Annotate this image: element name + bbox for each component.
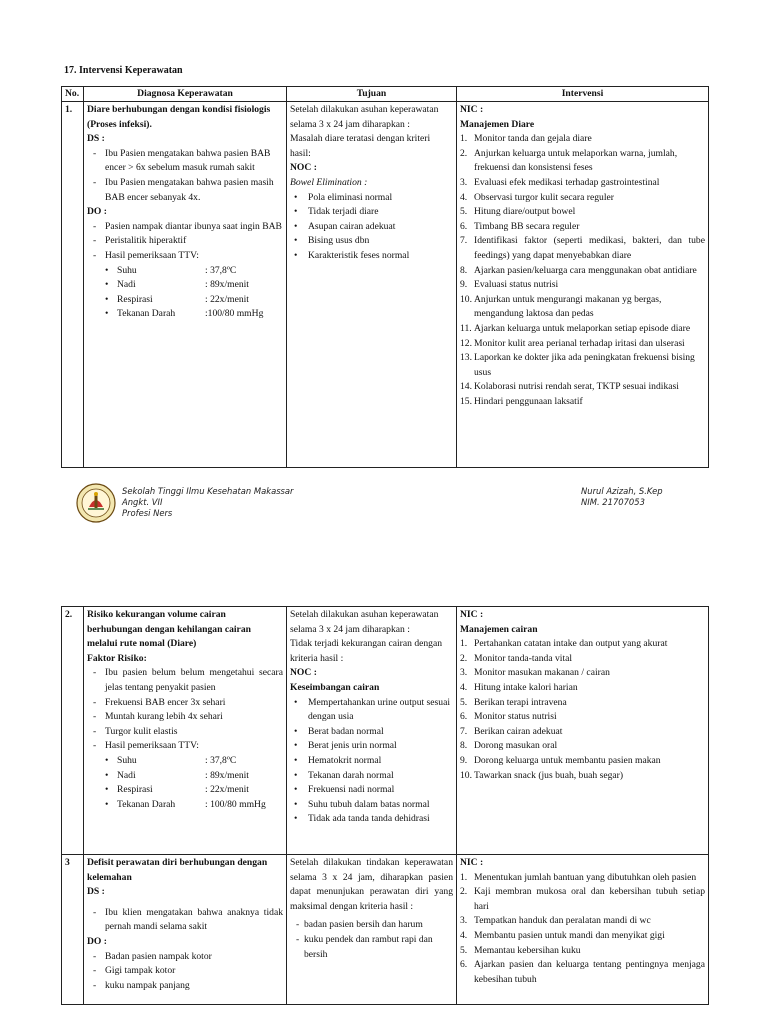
list-item: 10. Tawarkan snack (jus buah, buah segar)	[460, 769, 624, 781]
list-item: 13. Laporkan ke dokter jika ada peningkatan frekuensi bising usus	[460, 352, 695, 378]
row3-do-label: DO :	[87, 935, 107, 947]
row3-intervensi	[457, 855, 709, 1005]
list-item: • Bising usus dbn	[290, 234, 453, 249]
school-logo-icon	[76, 483, 116, 523]
header-no: No.	[62, 87, 84, 102]
row1-tujuan	[287, 102, 457, 468]
list-item: • Suhu tubuh dalam batas normal	[290, 798, 453, 813]
list-item: 10. Anjurkan untuk mengurangi makanan yg bergas, mengandung laktosa dan pedas	[460, 293, 662, 320]
row2-nic-label: NIC :	[460, 609, 484, 620]
footer-school: Sekolah Tinggi Ilmu Kesehatan Makassar Angkt. VII Profesi Ners	[122, 486, 294, 518]
list-item: - badan pasien bersih dan harum	[290, 918, 453, 933]
header-diagnosa: Diagnosa Keperawatan	[84, 87, 287, 102]
list-item: - Ibu pasien belum belum mengetahui secara jelas tentang penyakit pasien	[87, 666, 283, 695]
list-item: 15. Hindari penggunaan laksatif	[460, 395, 583, 407]
list-item: 6. Timbang BB secara reguler	[460, 220, 580, 232]
row1-diagnosa	[84, 102, 287, 468]
list-item: 7. Berikan cairan adekuat	[460, 725, 563, 737]
row2-tujuan-text: Setelah dilakukan asuhan keperawatan selama 3 x 24 jam diharapkan :	[290, 609, 439, 635]
intervention-table-1	[61, 86, 709, 468]
list-item: 3. Evaluasi efek medikasi terhadap gastrointestinal	[460, 176, 660, 188]
ttv-item: • Respirasi : 22x/menit	[87, 293, 283, 308]
row2-tujuan-text2: Tidak terjadi kekurangan cairan dengan kriteria hasil :	[290, 638, 443, 664]
list-item: - Badan pasien nampak kotor	[87, 950, 283, 965]
list-item: 6. Ajarkan pasien dan keluarga tentang pentingnya menjaga kebesihan tubuh	[460, 959, 705, 985]
row2-intervensi	[457, 607, 709, 855]
row3-tujuan-text: Setelah dilakukan tindakan keperawatan selama 3 x 24 jam, diharapkan pasien dapat menunjukan perawatan diri yang maksimal dengan kriteria hasil :	[290, 857, 453, 912]
list-item: - Pasien nampak diantar ibunya saat ingin BAB	[87, 220, 283, 235]
list-item: 7. Identifikasi faktor (seperti medikasi, bakteri, dan tube feedings) yang dapat menyebabkan diare	[460, 235, 705, 261]
list-item: • Berat badan normal	[290, 725, 453, 740]
row1-diagnosa-title: Diare berhubungan dengan kondisi fisiologis (Proses infeksi).	[87, 104, 271, 130]
list-item: • Pola eliminasi normal	[290, 191, 453, 206]
list-item: - Ibu Pasien mengatakan bahwa pasien masih BAB encer sebanyak 4x.	[87, 176, 283, 205]
list-item: 1. Menentukan jumlah bantuan yang dibutuhkan oleh pasien	[460, 871, 697, 883]
list-item: - Ibu Pasien mengatakan bahwa pasien BAB encer > 6x sebelum masuk rumah sakit	[87, 147, 283, 176]
row2-tujuan	[287, 607, 457, 855]
row2-faktor-label: Faktor Risiko:	[87, 652, 147, 664]
row1-nic-label: NIC :	[460, 104, 484, 115]
list-item: - kuku nampak panjang	[87, 979, 283, 994]
list-item: • Hematokrit normal	[290, 754, 453, 769]
list-item: - kuku pendek dan rambut rapi dan bersih	[290, 933, 453, 962]
footer-author: Nurul Azizah, S.Kep NIM. 21707053	[581, 486, 663, 507]
list-item: 5. Hitung diare/output bowel	[460, 206, 576, 218]
header-tujuan: Tujuan	[287, 87, 457, 102]
list-item: 4. Observasi turgor kulit secara reguler	[460, 191, 614, 203]
row1-do-label: DO :	[87, 206, 107, 218]
ttv-item: • Nadi : 89x/menit	[87, 769, 283, 784]
ttv-item: • Tekanan Darah :100/80 mmHg	[87, 307, 283, 322]
list-item: 6. Monitor status nutrisi	[460, 711, 557, 723]
row1-noc-title: Bowel Elimination :	[290, 176, 368, 188]
list-item: • Tekanan darah normal	[290, 769, 453, 784]
list-item: - Hasil pemeriksaan TTV:	[87, 739, 283, 754]
row3-diagnosa-title: Defisit perawatan diri berhubungan dengan kelemahan	[87, 857, 268, 883]
list-item: • Berat jenis urin normal	[290, 739, 453, 754]
row1-intervensi	[457, 102, 709, 468]
header-intervensi: Intervensi	[457, 87, 709, 102]
list-item: 9. Dorong keluarga untuk membantu pasien makan	[460, 754, 661, 766]
list-item: • Frekuensi nadi normal	[290, 783, 453, 798]
list-item: 5. Berikan terapi intravena	[460, 696, 567, 708]
list-item: 4. Membantu pasien untuk mandi dan menyikat gigi	[460, 929, 665, 941]
list-item: 5. Memantau kebersihan kuku	[460, 944, 581, 956]
row3-no: 3	[62, 855, 84, 1005]
row2-diagnosa-title: Risiko kekurangan volume cairan berhubungan dengan kehilangan cairan melalui rute nomal (Diare)	[87, 609, 251, 650]
list-item: 14. Kolaborasi nutrisi rendah serat, TKTP sesuai indikasi	[460, 381, 679, 393]
row3-nic-label: NIC :	[460, 857, 484, 868]
list-item: • Tidak ada tanda tanda dehidrasi	[290, 812, 453, 827]
list-item: - Muntah kurang lebih 4x sehari	[87, 710, 283, 725]
table-row-3	[62, 855, 709, 1005]
section-title: 17. Intervensi Keperawatan	[64, 65, 183, 76]
intervention-table-2	[61, 606, 709, 1005]
list-item: 1. Monitor tanda dan gejala diare	[460, 133, 592, 145]
list-item: 3. Tempatkan handuk dan peralatan mandi di wc	[460, 915, 651, 927]
list-item: 2. Anjurkan keluarga untuk melaporkan warna, jumlah, frekuensi dan konsistensi feses	[460, 147, 678, 174]
list-item: 4. Hitung intake kalori harian	[460, 681, 578, 693]
list-item: - Frekuensi BAB encer 3x sehari	[87, 696, 283, 711]
row2-noc-title: Keseimbangan cairan	[290, 681, 380, 693]
list-item: • Asupan cairan adekuat	[290, 220, 453, 235]
table-row-1	[62, 102, 709, 468]
row1-ds-label: DS :	[87, 133, 105, 145]
row2-nic-title: Manajemen cairan	[460, 623, 538, 635]
row1-tujuan-text2: Masalah diare teratasi dengan kriteri hasil:	[290, 133, 431, 159]
ttv-item: • Respirasi : 22x/menit	[87, 783, 283, 798]
row1-no: 1.	[62, 102, 84, 468]
list-item: 12. Monitor kulit area perianal terhadap iritasi dan ulserasi	[460, 337, 685, 349]
row2-no: 2.	[62, 607, 84, 855]
list-item: 2. Monitor tanda-tanda vital	[460, 652, 573, 664]
list-item: 11. Ajarkan keluarga untuk melaporkan setiap episode diare	[460, 322, 691, 334]
row3-ds-label: DS :	[87, 886, 105, 898]
row1-tujuan-text: Setelah dilakukan asuhan keperawatan selama 3 x 24 jam diharapkan :	[290, 104, 439, 130]
list-item: 8. Dorong masukan oral	[460, 740, 558, 752]
list-item: 3. Monitor masukan makanan / cairan	[460, 667, 610, 679]
row2-noc-label: NOC :	[290, 667, 317, 679]
list-item: - Turgor kulit elastis	[87, 725, 283, 740]
list-item: - Peristalitik hiperaktif	[87, 234, 283, 249]
list-item: • Karakteristik feses normal	[290, 249, 453, 264]
page-footer	[76, 483, 696, 525]
list-item: - Gigi tampak kotor	[87, 964, 283, 979]
row2-diagnosa	[84, 607, 287, 855]
row3-tujuan	[287, 855, 457, 1005]
list-item: 1. Pertahankan catatan intake dan output yang akurat	[460, 638, 668, 650]
row1-noc-label: NOC :	[290, 162, 317, 174]
list-item: 8. Ajarkan pasien/keluarga cara menggunakan obat antidiare	[460, 264, 697, 276]
row3-diagnosa	[84, 855, 287, 1005]
ttv-item: • Suhu : 37,8ºC	[87, 754, 283, 769]
ttv-item: • Suhu : 37,8ºC	[87, 264, 283, 279]
ttv-item: • Tekanan Darah : 100/80 mmHg	[87, 798, 283, 813]
list-item: 9. Evaluasi status nutrisi	[460, 279, 559, 291]
table-row-2	[62, 607, 709, 855]
row1-nic-title: Manajemen Diare	[460, 118, 535, 130]
list-item: 2. Kaji membran mukosa oral dan kebersihan tubuh setiap hari	[460, 886, 705, 912]
table-header-row	[62, 87, 709, 102]
list-item: • Mempertahankan urine output sesuai dengan usia	[290, 696, 453, 725]
ttv-item: • Nadi : 89x/menit	[87, 278, 283, 293]
list-item: - Hasil pemeriksaan TTV:	[87, 249, 283, 264]
list-item: - Ibu klien mengatakan bahwa anaknya tidak pernah mandi selama sakit	[87, 906, 283, 935]
list-item: • Tidak terjadi diare	[290, 205, 453, 220]
